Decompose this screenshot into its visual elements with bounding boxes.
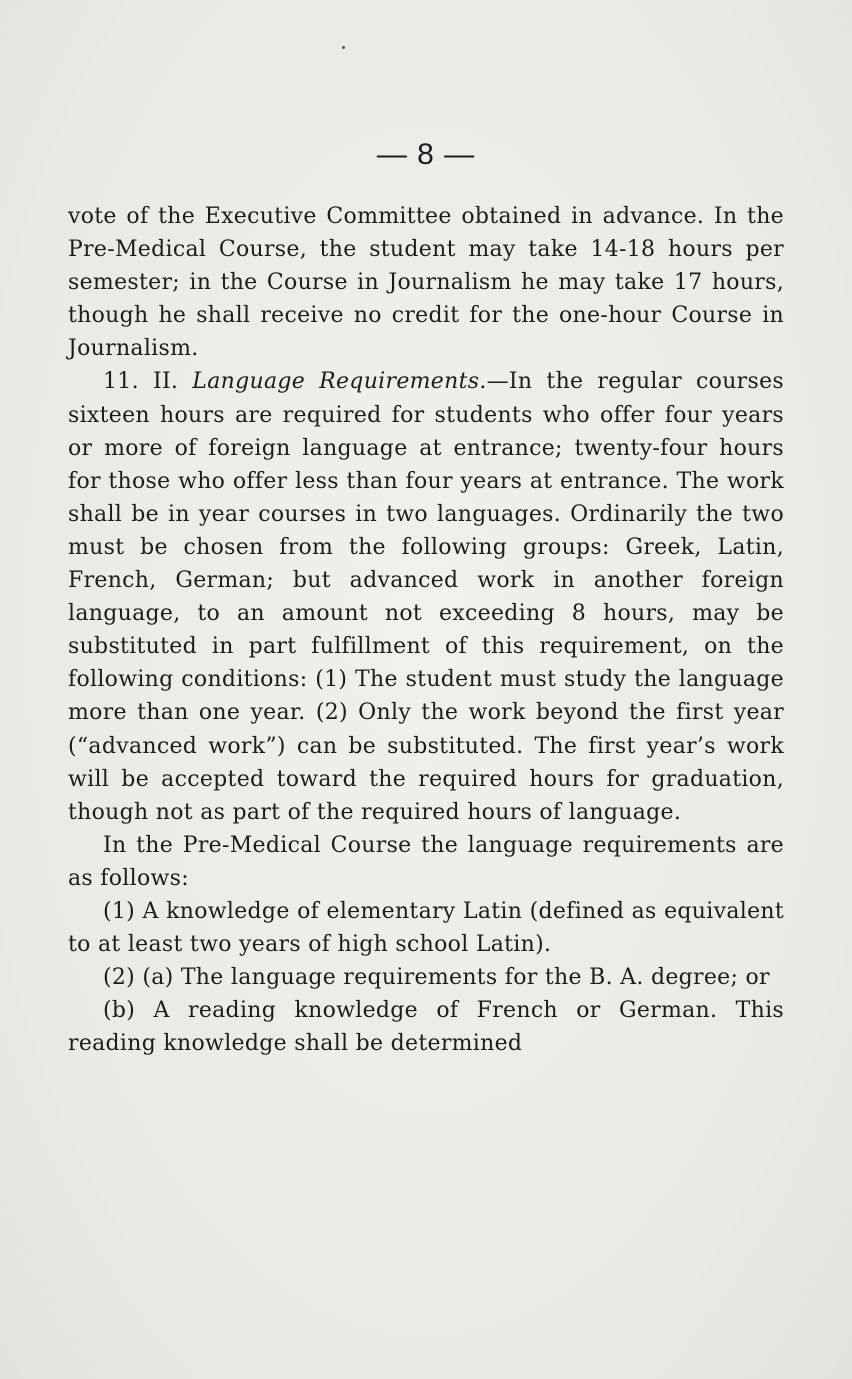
paragraph-latin-requirement: (1) A knowledge of elementary Latin (defined as equivalent to at least two years of high school Latin). (68, 898, 784, 958)
page-number: — 8 — (376, 138, 476, 171)
paragraph-ba-requirement: (2) (a) The language requirements for the B. A. degree; or (103, 965, 770, 991)
section-number: 11. II. (103, 369, 193, 395)
section-body: —In the regular courses sixteen hours are required for students who offer four years or more of foreign language at entrance; twenty-four hours for those who offer less than four years at entrance. The work shall be in year courses in two languages. Ordinarily the two must be chosen from the following groups: Greek, Latin, French, German; but advanced work in another foreign language, to an amount not exceeding 8 hours, may be substituted in part fulfillment of this requirement, on the following conditions: (1) The student must study the language more than one year. (2) Only the work beyond the first year (“advanced work”) can be substituted. The first year’s work will be accepted toward the required hours for graduation, though not as part of the required hours of language. (68, 369, 784, 825)
stray-ink-mark (342, 46, 345, 49)
paragraph-language-requirements (68, 365, 784, 828)
paragraph-reading-knowledge: (b) A reading knowledge of French or German. This reading knowledge shall be determined (68, 998, 784, 1057)
paragraph-continuation: vote of the Executive Committee obtained in advance. In the Pre-Medical Course, the student may take 14-18 hours per semester; in the Course in Journalism he may take 17 hours, though he shall receive no credit for the one-hour Course in Journalism. (68, 204, 784, 362)
section-heading: Language Requirements. (192, 369, 487, 395)
paragraph-pre-medical-intro: In the Pre-Medical Course the language requirements are as follows: (68, 832, 784, 891)
body-text (68, 200, 784, 1060)
